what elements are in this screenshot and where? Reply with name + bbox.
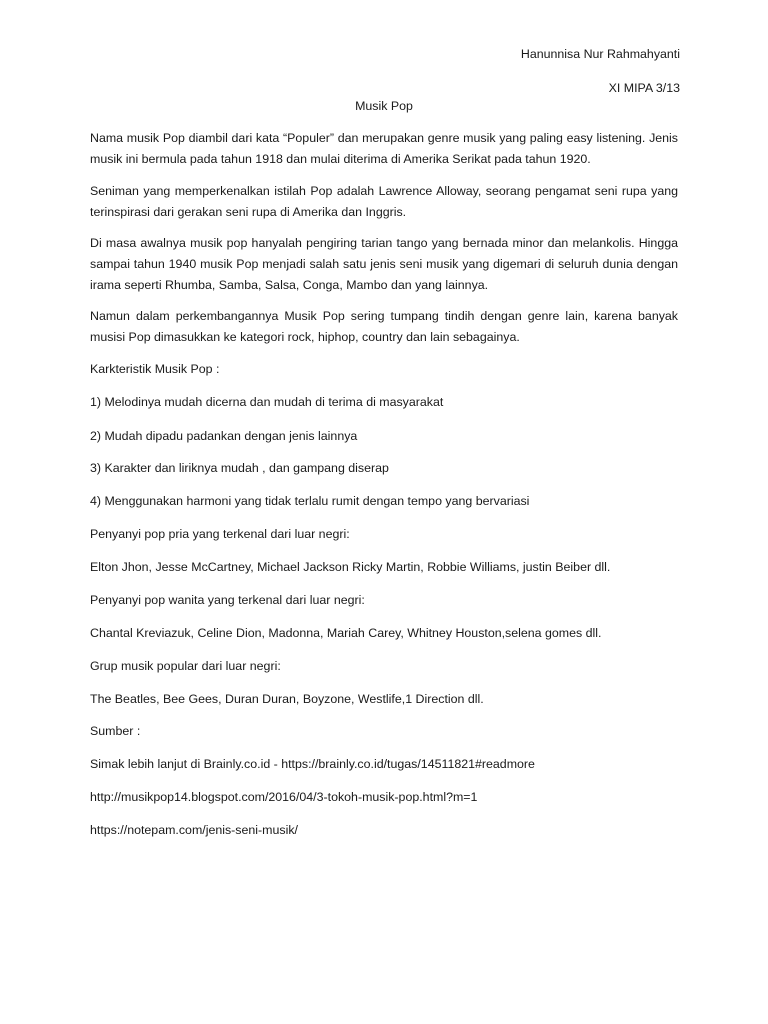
source-link[interactable]: http://musikpop14.blogspot.com/2016/04/3-tokoh-musik-pop.html?m=1 <box>90 790 478 804</box>
characteristic-item: 3) Karakter dan liriknya mudah , dan gampang diserap <box>90 461 389 475</box>
source-link[interactable]: https://notepam.com/jenis-seni-musik/ <box>90 823 298 837</box>
characteristic-item: 2) Mudah dipadu padankan dengan jenis lainnya <box>90 429 358 443</box>
document-title: Musik Pop <box>355 99 413 113</box>
groups-heading: Grup musik popular dari luar negri: <box>90 659 281 673</box>
male-singers-heading: Penyanyi pop pria yang terkenal dari luar negri: <box>90 527 350 541</box>
paragraph-history: Di masa awalnya musik pop hanyalah pengiring tarian tango yang bernada minor dan melankolis. Hingga sampai tahun 1940 musik Pop menjadi salah satu jenis seni musik yang digemari di seluruh dunia dengan irama seperti Rhumba, Samba, Salsa, Conga, Mambo dan yang lainnya. <box>90 236 678 292</box>
female-singers-heading: Penyanyi pop wanita yang terkenal dari luar negri: <box>90 593 365 607</box>
characteristic-item: 1) Melodinya mudah dicerna dan mudah di terima di masyarakat <box>90 395 444 409</box>
paragraph-artist: Seniman yang memperkenalkan istilah Pop adalah Lawrence Alloway, seorang pengamat seni rupa yang terinspirasi dari gerakan seni rupa di Amerika dan Inggris. <box>90 184 678 219</box>
male-singers-list: Elton Jhon, Jesse McCartney, Michael Jackson Ricky Martin, Robbie Williams, justin Beiber dll. <box>90 560 611 574</box>
paragraph-intro: Nama musik Pop diambil dari kata “Populer” dan merupakan genre musik yang paling easy listening. Jenis musik ini bermula pada tahun 1918 dan mulai diterima di Amerika Serikat pada tahun 1920. <box>90 131 678 166</box>
characteristic-item: 4) Menggunakan harmoni yang tidak terlalu rumit dengan tempo yang bervariasi <box>90 494 530 508</box>
paragraph-development: Namun dalam perkembangannya Musik Pop sering tumpang tindih dengan genre lain, karena banyak musisi Pop dimasukkan ke kategori rock, hiphop, country dan lain sebagainya. <box>90 309 678 344</box>
groups-list: The Beatles, Bee Gees, Duran Duran, Boyzone, Westlife,1 Direction dll. <box>90 692 484 706</box>
characteristics-heading: Karkteristik Musik Pop : <box>90 362 220 376</box>
author-name: Hanunnisa Nur Rahmahyanti <box>520 47 680 61</box>
source-link[interactable]: Simak lebih lanjut di Brainly.co.id - https://brainly.co.id/tugas/14511821#readmore <box>90 757 535 771</box>
class-label: XI MIPA 3/13 <box>608 81 680 95</box>
female-singers-list: Chantal Kreviazuk, Celine Dion, Madonna, Mariah Carey, Whitney Houston,selena gomes dll. <box>90 626 602 640</box>
sources-heading: Sumber : <box>90 724 141 738</box>
